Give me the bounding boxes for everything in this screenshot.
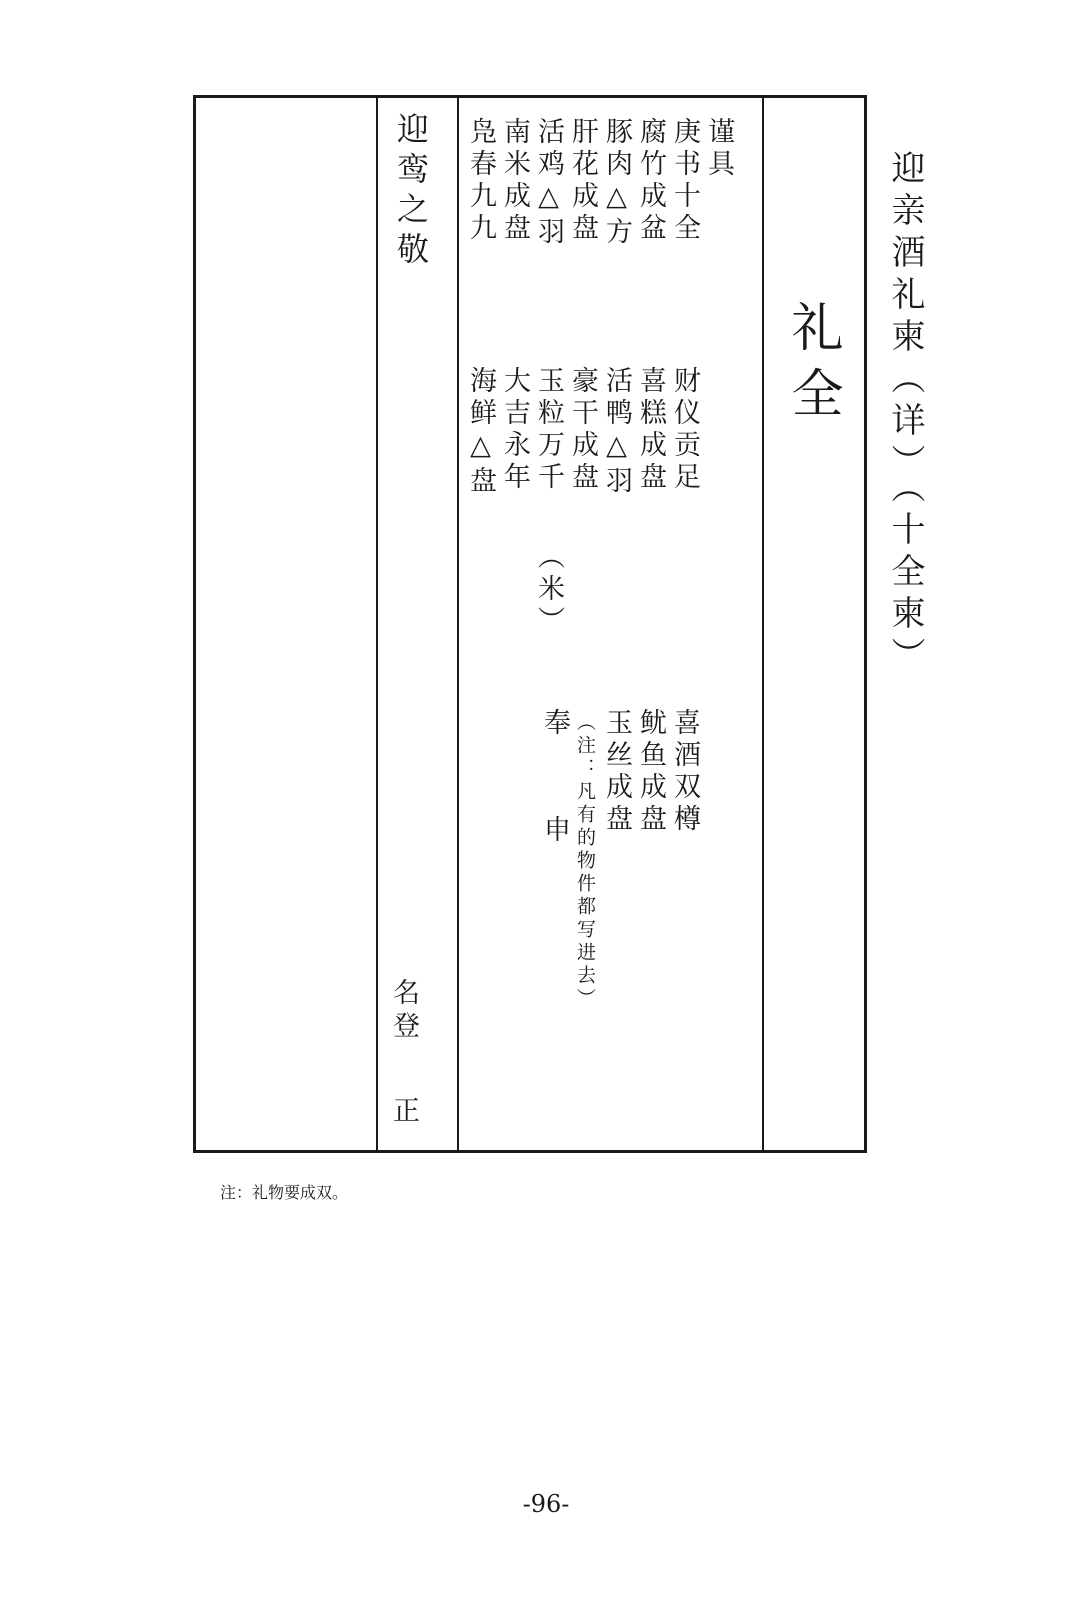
- divider-left: [376, 98, 378, 1150]
- footnote: 注：礼物要成双。: [220, 1183, 349, 1202]
- gift-line: 财仪贡足: [669, 366, 700, 494]
- gift-line: 腐竹成盆: [635, 117, 666, 245]
- gift-line: 豪干成盘: [567, 366, 598, 494]
- gift-card-frame: [193, 95, 867, 1153]
- greeting-text: 迎鸾之敬: [392, 112, 430, 272]
- card-header: 礼全: [782, 300, 842, 432]
- gift-line: 喜酒双樽: [669, 708, 700, 836]
- side-title: 迎亲酒礼柬（详）（十全柬）: [885, 150, 925, 679]
- gift-line: 大吉永年: [499, 366, 530, 494]
- signature-name: 名登: [388, 978, 419, 1044]
- gift-line: 庚书十全: [669, 117, 700, 245]
- presented-text: 奉申: [539, 708, 570, 922]
- signature-correct: 正: [388, 1096, 419, 1123]
- divider-middle-left: [457, 98, 459, 1150]
- gift-line: 肝花成盘: [567, 117, 598, 245]
- gift-line: 活鸡△羽: [533, 117, 564, 249]
- gift-line: 活鸭△羽: [601, 366, 632, 498]
- page-number: -96-: [522, 1490, 570, 1518]
- annotation-note: （注：凡有的物件都写进去）: [574, 712, 596, 1011]
- gift-line: 豚肉△方: [601, 117, 632, 249]
- divider-middle-right: [762, 98, 764, 1150]
- gift-line: 南米成盘: [499, 117, 530, 245]
- gift-line: 喜糕成盘: [635, 366, 666, 494]
- gift-line: 鱿鱼成盘: [635, 708, 666, 836]
- gift-line: 玉粒万千: [533, 366, 564, 494]
- gift-line: 玉丝成盘: [601, 708, 632, 836]
- gift-line: 凫春九九: [465, 117, 496, 245]
- gift-line: 谨具: [703, 117, 734, 181]
- gift-line: 海鲜△盘: [465, 366, 496, 498]
- rice-note: （米）: [533, 542, 564, 638]
